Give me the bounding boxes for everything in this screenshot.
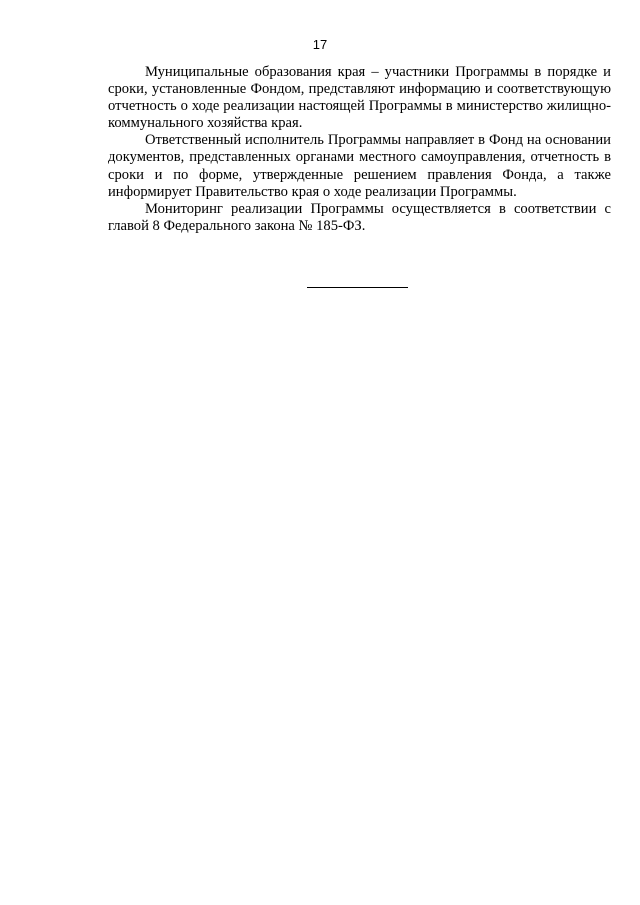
page-number: 17 [312, 37, 328, 52]
document-body [108, 64, 611, 235]
end-separator-line [307, 287, 408, 288]
paragraph-executor-reporting: Ответственный исполнитель Программы направляет в Фонд на основании документов, представленных органами местного самоуправления, отчетность в сроки и по форме, утвержденные решением правления Фонда, а также информирует Правительство края о ходе реализации Программы. [108, 132, 611, 200]
paragraph-monitoring: Мониторинг реализации Программы осуществляется в соответствии с главой 8 Федерального закона № 185-ФЗ. [108, 200, 611, 234]
paragraph-municipal-reporting: Муниципальные образования края – участники Программы в порядке и сроки, установленные Фондом, представляют информацию и соответствующую отчетность о ходе реализации настоящей Программы в министерство жилищно-коммунального хозяйства края. [108, 64, 611, 132]
